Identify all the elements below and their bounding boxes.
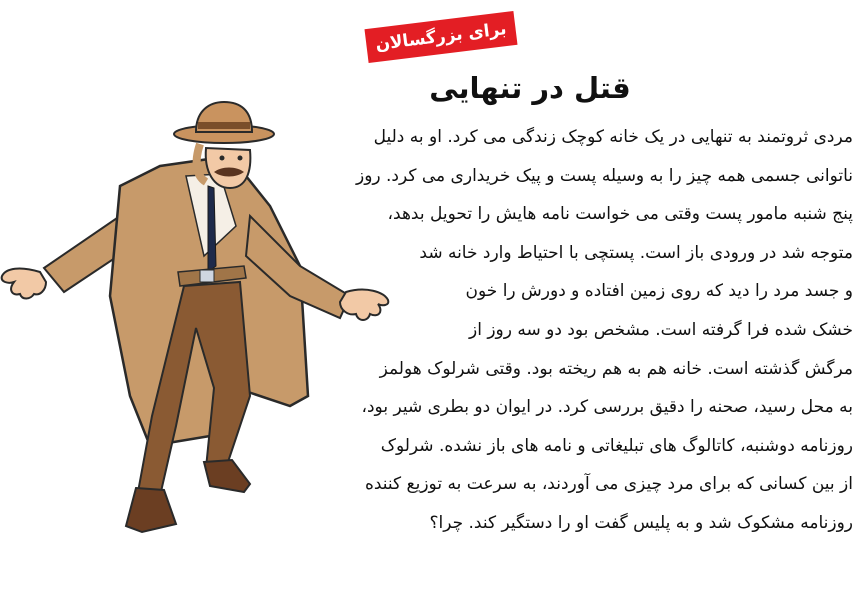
story-line: روزنامه مشکوک شد و به پلیس گفت او را دستگیر کند. چرا؟ [429,512,853,533]
story-line: مرگش گذشته است. خانه هم به هم ریخته بود. وقتی شرلوک هولمز [379,358,853,379]
fedora-hat-icon [174,102,274,143]
category-badge: برای بزرگسالان [364,11,517,63]
story-title: قتل در تنهایی [429,71,631,105]
story-line: و جسد مرد را دید که روی زمین افتاده و دورش را خون [465,281,853,302]
detective-illustration [0,96,400,596]
story-line: پنج شنبه مامور پست وقتی می خواست نامه هایش را تحویل بدهد، [387,204,853,225]
left-hand-icon [2,269,46,299]
story-line: از بین کسانی که برای مرد چیزی می آوردند، به سرعت به توزیع کننده [364,474,853,495]
story-line: خشک شده فرا گرفته است. مشخص بود دو سه روز از [469,319,853,340]
story-line: به محل رسید، صحنه را دقیق بررسی کرد. در ایوان دو بطری شیر بود، [361,397,853,418]
story-line: ناتوانی جسمی همه چیز را به وسیله پست و پیک خریداری می کرد. روز [355,165,853,186]
story-line: روزنامه دوشنبه، کاتالوگ های تبلیغاتی و نامه های باز نشده. شرلوک [380,435,853,456]
right-hand-icon [340,290,388,320]
story-line: مردی ثروتمند به تنهایی در یک خانه کوچک زندگی می کرد. او به دلیل [373,127,853,147]
story-line: متوجه شد در ورودی باز است. پستچی با احتیاط وارد خانه شد [419,242,853,263]
